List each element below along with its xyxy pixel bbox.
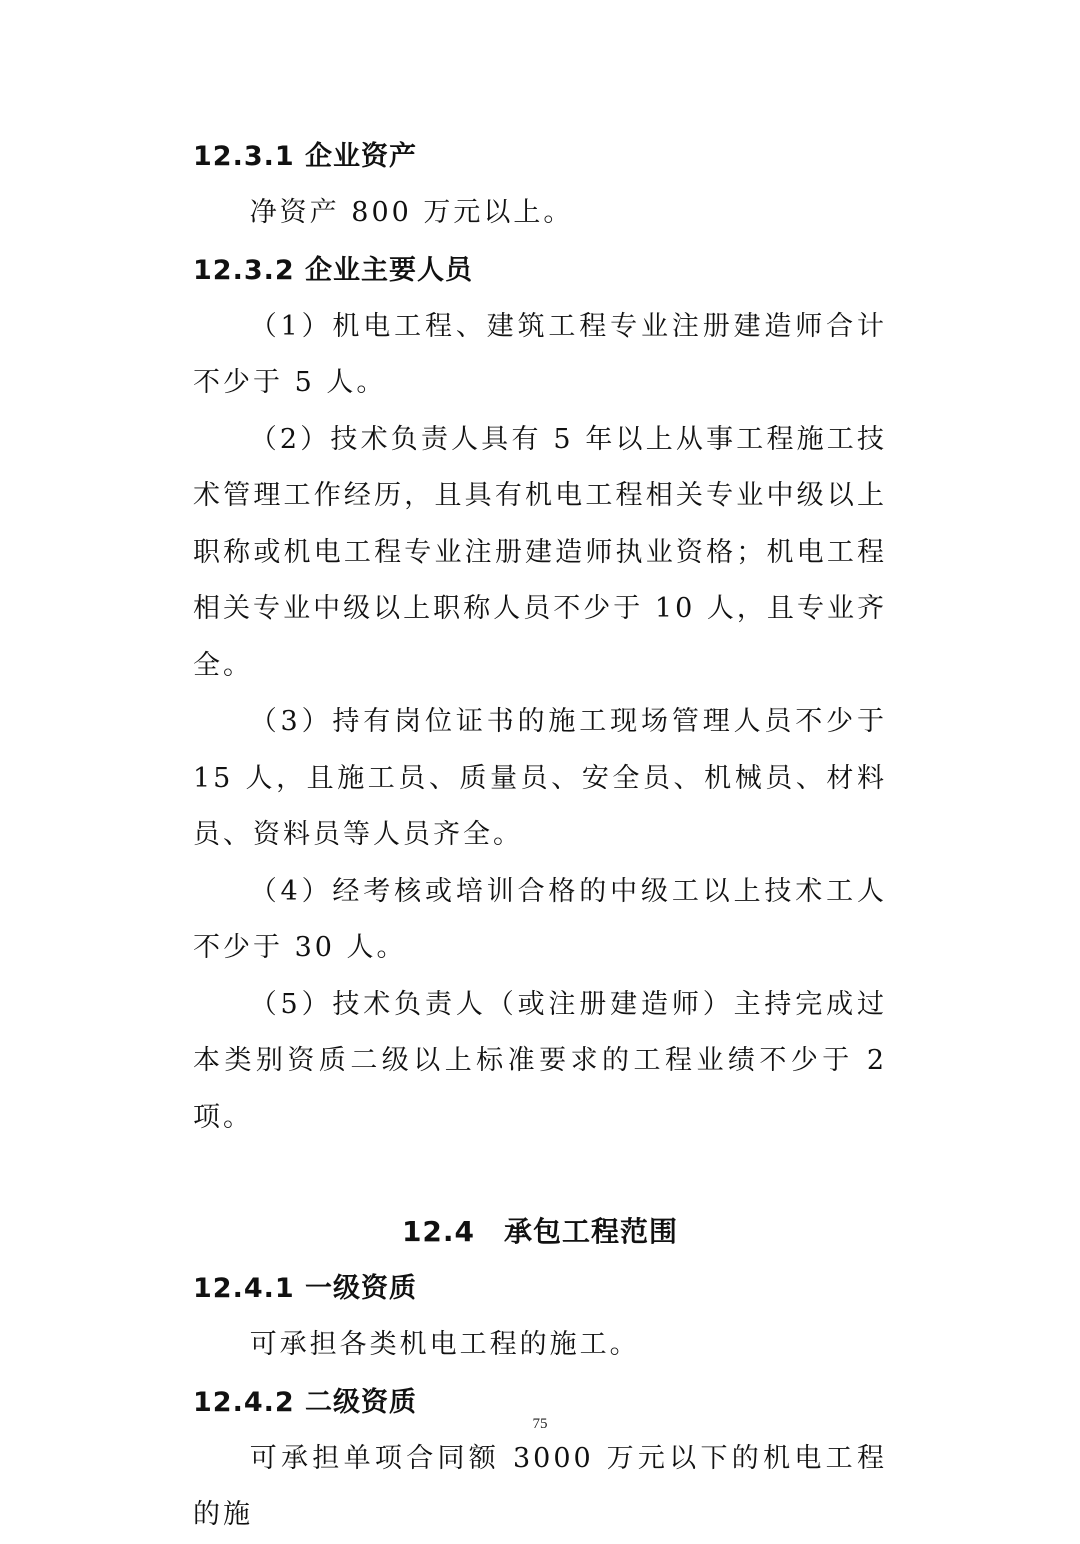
- heading-12-3-1: 12.3.1 企业资产: [193, 141, 418, 172]
- heading-12-4-1: 12.4.1 一级资质: [193, 1273, 418, 1304]
- paragraph-item-2: （2）技术负责人具有 5 年以上从事工程施工技术管理工作经历，且具有机电工程相关专业中级以上职称或机电工程专业注册建造师执业资格；机电工程相关专业中级以上职称人员不少于 10 人，且专业齐全。: [193, 423, 887, 681]
- paragraph-item-4: （4）经考核或培训合格的中级工以上技术工人不少于 30 人。: [193, 875, 887, 963]
- paragraph-net-assets: 净资产 800 万元以上。: [249, 197, 574, 228]
- heading-12-4-2: 12.4.2 二级资质: [193, 1386, 418, 1418]
- paragraph-grade-2-scope: 可承担单项合同额 3000 万元以下的机电工程的施: [193, 1442, 887, 1530]
- section-title-12-4: 12.4 承包工程范围: [401, 1215, 679, 1248]
- heading-12-3-2: 12.3.2 企业主要人员: [193, 254, 474, 286]
- paragraph-grade-1-scope: 可承担各类机电工程的施工。: [249, 1329, 640, 1360]
- paragraph-item-3: （3）持有岗位证书的施工现场管理人员不少于 15 人，且施工员、质量员、安全员、机械员、材料员、资料员等人员齐全。: [193, 706, 887, 850]
- paragraph-item-1: （1）机电工程、建筑工程专业注册建造师合计不少于 5 人。: [193, 310, 887, 398]
- page-content: [193, 128, 887, 1544]
- page-number: 75: [532, 1416, 548, 1432]
- paragraph-item-5: （5）技术负责人（或注册建造师）主持完成过本类别资质二级以上标准要求的工程业绩不少于 2 项。: [193, 988, 887, 1133]
